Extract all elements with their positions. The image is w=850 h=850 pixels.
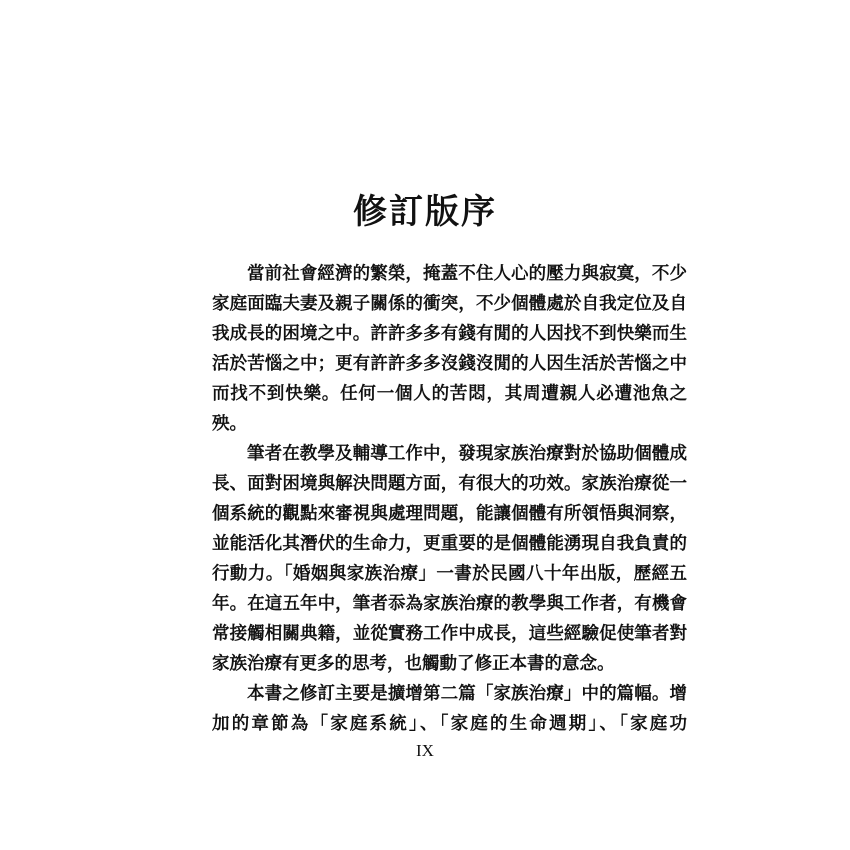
body-text (212, 259, 687, 739)
text-line: 家庭面臨夫妻及親子關係的衝突，不少個體處於自我定位及自 (212, 294, 687, 314)
page-title: 修訂版序 (353, 192, 497, 232)
text-line: 本書之修訂主要是擴增第二篇「家族治療」中的篇幅。增 (247, 684, 687, 704)
text-line: 殃。 (212, 414, 247, 434)
text-line: 活於苦惱之中；更有許許多多沒錢沒閒的人因生活於苦惱之中 (212, 354, 687, 374)
paragraph-3 (212, 679, 687, 739)
text-line: 而找不到快樂。任何一個人的苦悶，其周遭親人必遭池魚之 (212, 384, 687, 404)
text-line: 個系統的觀點來審視與處理問題，能讓個體有所領悟與洞察， (212, 504, 687, 524)
text-line: 常接觸相關典籍，並從實務工作中成長，這些經驗促使筆者對 (212, 624, 687, 644)
text-line: 並能活化其潛伏的生命力，更重要的是個體能湧現自我負責的 (212, 534, 687, 554)
text-line: 當前社會經濟的繁榮，掩蓋不住人心的壓力與寂寞，不少 (247, 264, 687, 284)
text-line: 行動力。「婚姻與家族治療」一書於民國八十年出版，歷經五 (212, 564, 687, 584)
text-line: 家族治療有更多的思考，也觸動了修正本書的意念。 (212, 654, 615, 674)
paragraph-2 (212, 439, 687, 679)
paragraph-1 (212, 259, 687, 439)
text-line: 長、面對困境與解決問題方面，有很大的功效。家族治療從一 (212, 474, 687, 494)
text-line: 筆者在教學及輔導工作中，發現家族治療對於協助個體成 (247, 444, 687, 464)
text-line: 加的章節為「家庭系統」、「家庭的生命週期」、「家庭功 (212, 714, 687, 734)
text-line: 年。在這五年中，筆者忝為家族治療的教學與工作者，有機會 (212, 594, 687, 614)
text-line: 我成長的困境之中。許許多多有錢有閒的人因找不到快樂而生 (212, 324, 687, 344)
page-number: IX (416, 741, 434, 760)
